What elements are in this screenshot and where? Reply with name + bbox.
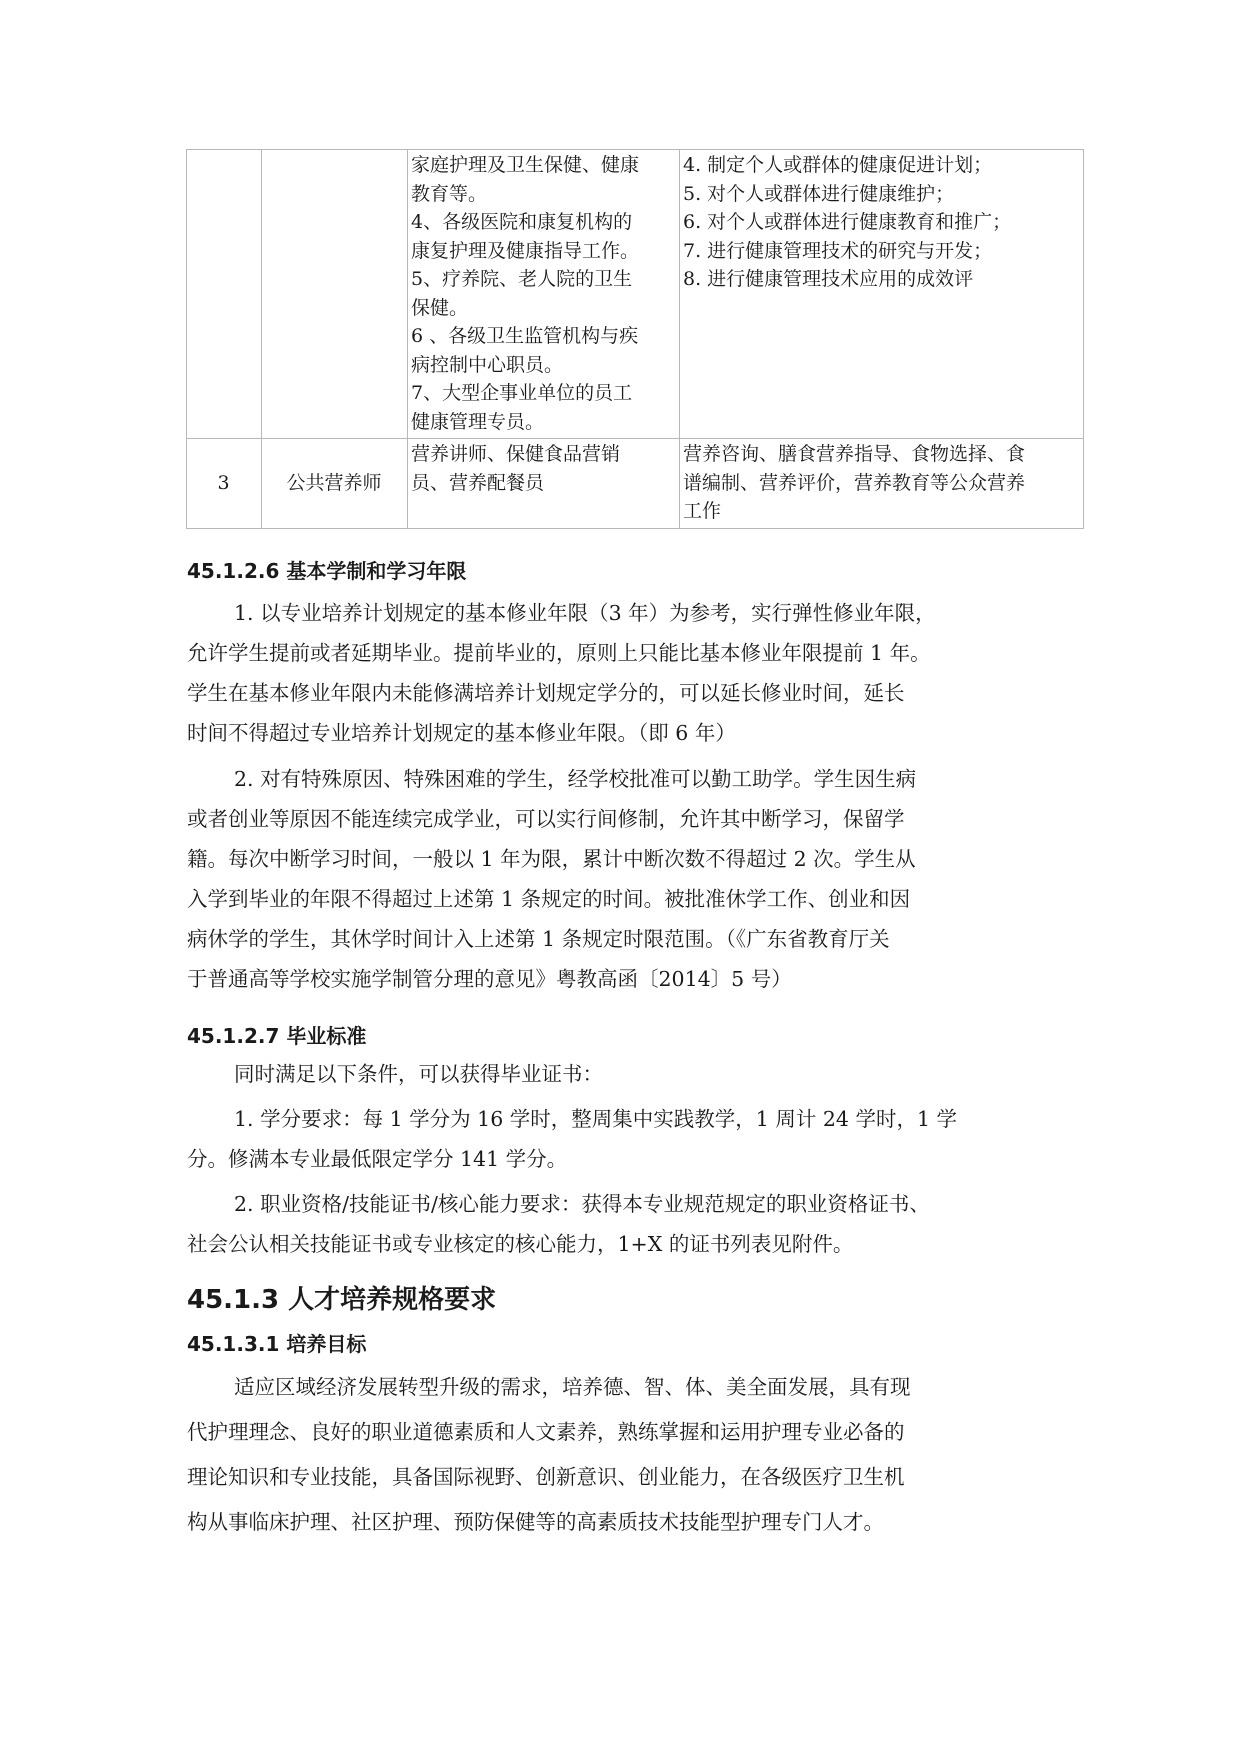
text-line: 学生在基本修业年限内未能修满培养计划规定学分的，可以延长修业时间，延长: [187, 681, 905, 705]
table-row: [187, 150, 1084, 439]
text-line: 时间不得超过专业培养计划规定的基本修业年限。（即 6 年）: [187, 721, 736, 745]
paragraph: [187, 593, 1087, 753]
table-cell-positions: [408, 439, 680, 529]
cell-line: 工作: [683, 500, 722, 522]
cell-line: 4、各级医院和康复机构的: [411, 211, 633, 233]
table-cell-duties: [680, 150, 1084, 439]
cell-line: 病控制中心职员。: [411, 353, 564, 376]
text-line: 社会公认相关技能证书或专业核定的核心能力，1+X 的证书列表见附件。: [187, 1232, 854, 1256]
text-line: 入学到毕业的年限不得超过上述第 1 条规定的时间。被批准休学工作、创业和因: [187, 887, 911, 911]
table-cell-duties: [680, 439, 1084, 529]
cell-line: 4. 制定个人或群体的健康促进计划；: [683, 154, 993, 176]
cell-line: 5. 对个人或群体进行健康维护；: [683, 182, 955, 205]
cell-line: 营养咨询、膳食营养指导、食物选择、食: [683, 443, 1026, 465]
cell-line: 5、疗养院、老人院的卫生: [411, 268, 633, 290]
cell-line: 7. 进行健康管理技术的研究与开发；: [683, 239, 993, 262]
cell-line: 8. 进行健康管理技术应用的成效评: [683, 268, 974, 290]
cell-line: 6. 对个人或群体进行健康教育和推广；: [683, 211, 1012, 233]
text-line: 允许学生提前或者延期毕业。提前毕业的，原则上只能比基本修业年限提前 1 年。: [187, 641, 931, 665]
text-line: 1. 以专业培养计划规定的基本修业年限（3 年）为参考，实行弹性修业年限，: [234, 601, 936, 625]
text-line: 理论知识和专业技能，具备国际视野、创新意识、创业能力，在各级医疗卫生机: [187, 1465, 905, 1489]
text-line: 于普通高等学校实施学制管分理的意见》粤教高函〔2014〕5 号）: [187, 967, 792, 991]
section-heading: 45.1.3.1 培养目标: [187, 1332, 367, 1356]
paragraph: [187, 1099, 1087, 1179]
text-line: 1. 学分要求：每 1 学分为 16 学时，整周集中实践教学，1 周计 24 学时，1 学: [234, 1107, 958, 1131]
paragraph: [187, 1365, 1087, 1545]
cell-line: 员、营养配餐员: [411, 471, 545, 494]
text-line: 或者创业等原因不能连续完成学业，可以实行间修制，允许其中断学习，保留学: [187, 807, 905, 831]
cell-line: 康复护理及健康指导工作。: [411, 239, 640, 262]
paragraph: [187, 759, 1087, 999]
text-line: 同时满足以下条件，可以获得毕业证书：: [234, 1062, 603, 1086]
text-line: 2. 对有特殊原因、特殊困难的学生，经学校批准可以勤工助学。学生因生病: [234, 767, 917, 791]
text-line: 病休学的学生，其休学时间计入上述第 1 条规定时限范围。（《广东省教育厅关: [187, 927, 890, 951]
text-line: 2. 职业资格/技能证书/核心能力要求：获得本专业规范规定的职业资格证书、: [234, 1192, 930, 1216]
text-line: 代护理理念、良好的职业道德素质和人文素养，熟练掌握和运用护理专业必备的: [187, 1420, 905, 1444]
paragraph: [187, 1184, 1087, 1264]
cell-line: 6 、各级卫生监管机构与疾: [411, 325, 639, 347]
section-heading: 45.1.3 人才培养规格要求: [187, 1285, 497, 1315]
text-line: 适应区域经济发展转型升级的需求，培养德、智、体、美全面发展，具有现: [234, 1375, 911, 1399]
table-cell-number: 3: [187, 439, 262, 529]
cell-line: 家庭护理及卫生保健、健康: [411, 154, 640, 176]
cell-line: 教育等。: [411, 182, 488, 205]
cell-line: 健康管理专员。: [411, 410, 545, 433]
paragraph: [187, 1054, 1087, 1094]
section-heading: 45.1.2.7 毕业标准: [187, 1024, 367, 1048]
career-table: [186, 149, 1084, 529]
table-cell-number: [187, 150, 262, 439]
section-heading: 45.1.2.6 基本学制和学习年限: [187, 559, 467, 583]
text-line: 构从事临床护理、社区护理、预防保健等的高素质技术技能型护理专门人才。: [187, 1510, 884, 1534]
table-row: [187, 439, 1084, 529]
text-line: 分。修满本专业最低限定学分 141 学分。: [187, 1147, 568, 1171]
cell-line: 谱编制、营养评价，营养教育等公众营养: [683, 471, 1026, 494]
text-line: 籍。每次中断学习时间，一般以 1 年为限，累计中断次数不得超过 2 次。学生从: [187, 847, 916, 871]
cell-line: 保健。: [411, 296, 469, 319]
cell-line: 7、大型企事业单位的员工: [411, 382, 633, 404]
table-cell-positions: [408, 150, 680, 439]
table-cell-role: [262, 150, 408, 439]
cell-line: 营养讲师、保健食品营销: [411, 443, 621, 465]
table-cell-role: 公共营养师: [262, 439, 408, 529]
